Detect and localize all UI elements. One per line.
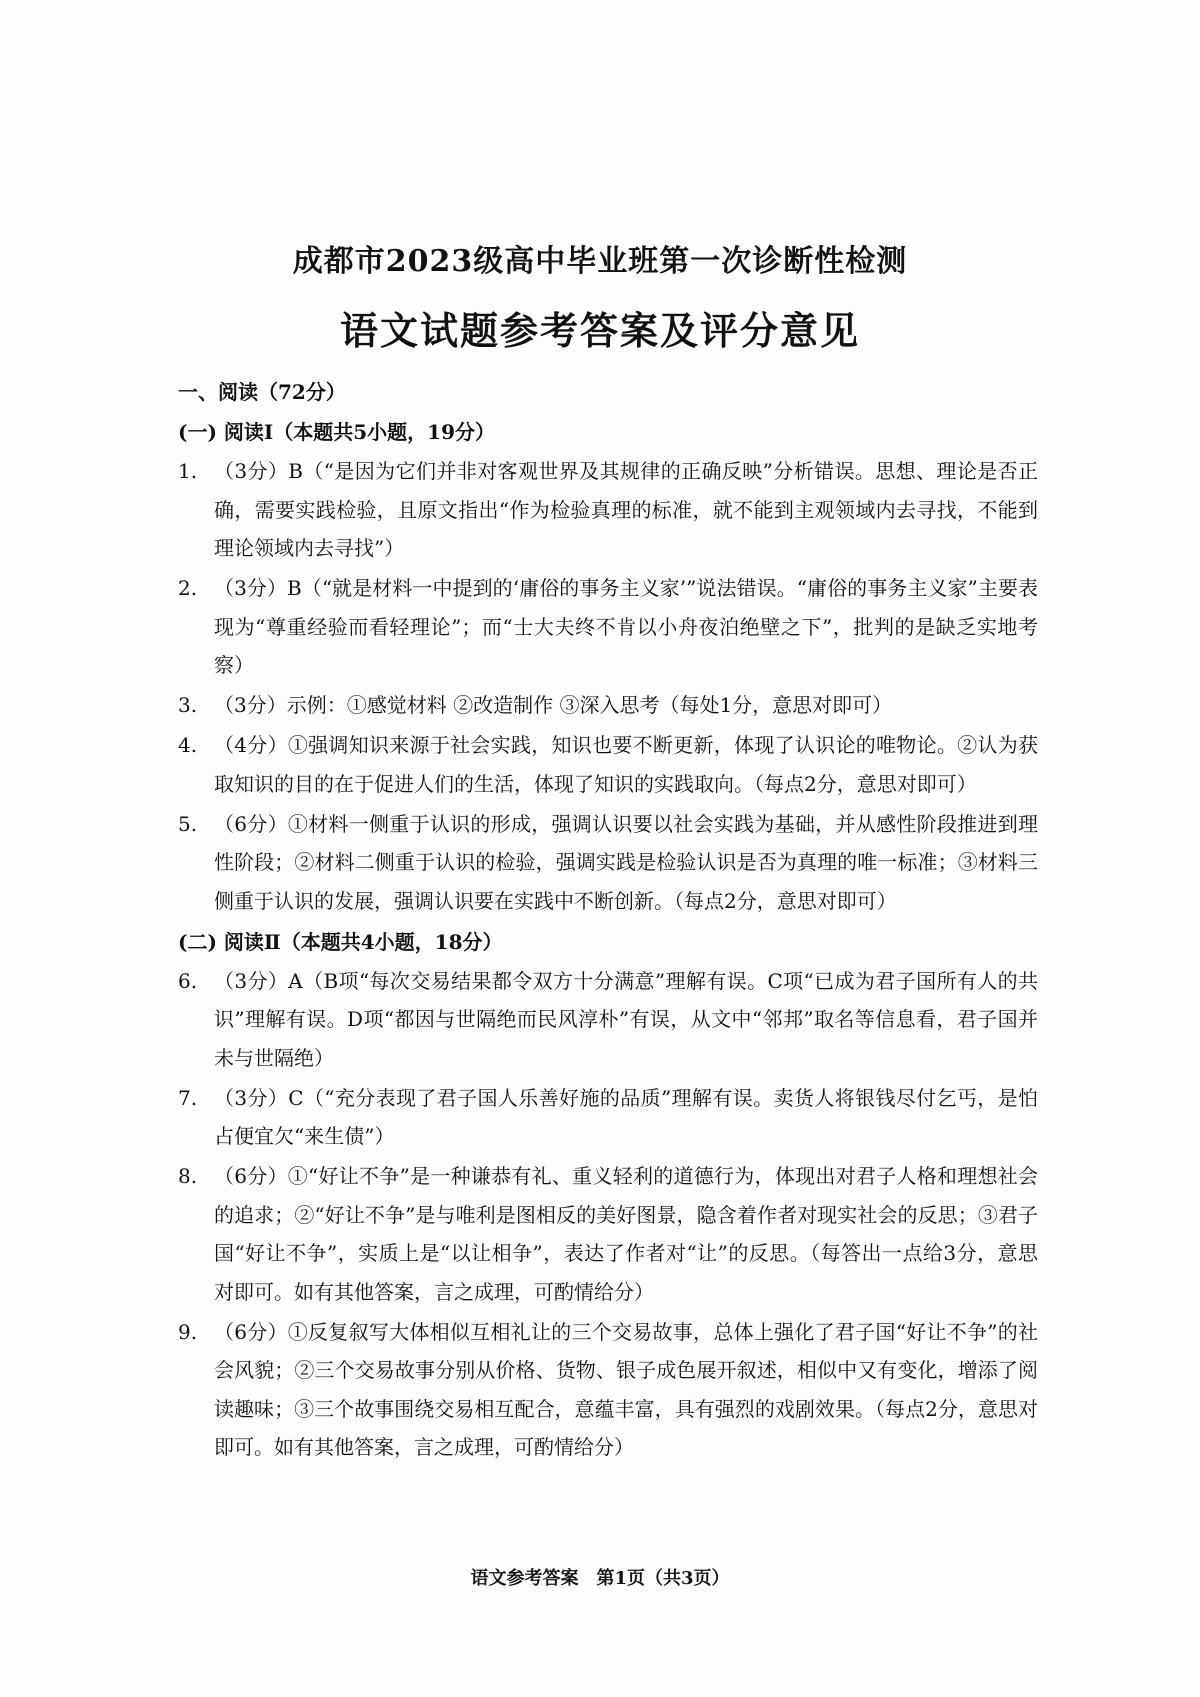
answer-number: 2.: [178, 576, 198, 600]
page-footer: 语文参考答案 第1页（共3页）: [470, 1568, 730, 1589]
answer-text: （3分）B（“是因为它们并非对客观世界及其规律的正确反映”分析错误。思想、理论是否正确，需要实践检验，且原文指出“作为检验真理的标准，就不能到主观领域内去寻找，不能到理论领域内去寻找”）: [214, 459, 1038, 560]
answer-text: （4分）①强调知识来源于社会实践，知识也要不断更新，体现了认识论的唯物论。②认为获取知识的目的在于促进人们的生活，体现了知识的实践取向。（每点2分，意思对即可）: [214, 733, 1038, 796]
subsection-heading-reading-2: (二) 阅读Ⅱ（本题共4小题，18分）: [178, 929, 503, 954]
answer-number: 6.: [178, 968, 198, 993]
subsection-heading-reading-1: (一) 阅读Ⅰ（本题共5小题，19分）: [178, 420, 495, 444]
answer-text: （3分）示例：①感觉材料 ②改造制作 ③深入思考（每处1分，意思对即可）: [214, 693, 893, 717]
answer-item-5: [178, 805, 1038, 921]
answer-item-2: [178, 569, 1038, 685]
answer-item-3: [178, 686, 1038, 725]
answer-item-8: [178, 1157, 1038, 1311]
answer-item-7: [178, 1079, 1038, 1156]
answer-text: （3分）C（“充分表现了君子国人乐善好施的品质”理解有误。卖货人将银钱尽付乞丐，是怕占便宜欠“来生债”）: [214, 1085, 1038, 1148]
answer-text: （6分）①反复叙写大体相似互相礼让的三个交易故事，总体上强化了君子国“好让不争”的社会风貌；②三个交易故事分别从价格、货物、银子成色展开叙述，相似中又有变化，增添了阅读趣味；③三个故事围绕交易相互配合，意蕴丰富，具有强烈的戏剧效果。（每点2分，意思对即可。如有其他答案，言之成理，可酌情给分）: [214, 1319, 1038, 1459]
answer-text: （3分）B（“就是材料一中提到的‘庸俗的事务主义家’”说法错误。“庸俗的事务主义家”主要表现为“尊重经验而看轻理论”；而“士大夫终不肯以小舟夜泊绝壁之下”，批判的是缺乏实地考察）: [214, 576, 1038, 677]
answer-number: 9.: [178, 1319, 198, 1344]
answer-number: 1.: [178, 459, 198, 483]
answer-number: 3.: [178, 693, 198, 717]
answer-item-4: [178, 726, 1038, 803]
answer-number: 7.: [178, 1085, 198, 1110]
answer-text: （3分）A（B项“每次交易结果都令双方十分满意”理解有误。C项“已成为君子国所有人的共识”理解有误。D项“都因与世隔绝而民风淳朴”有误，从文中“邻邦”取名等信息看，君子国并未与世隔绝）: [214, 968, 1038, 1070]
section-heading-reading: 一、阅读（72分）: [178, 380, 346, 404]
answer-text: （6分）①材料一侧重于认识的形成，强调认识要以社会实践为基础，并从感性阶段推进到理性阶段；②材料二侧重于认识的检验，强调实践是检验认识是否为真理的唯一标准；③材料三侧重于认识的发展，强调认识要在实践中不断创新。（每点2分，意思对即可）: [214, 811, 1038, 913]
document-subtitle: 语文试题参考答案及评分意见: [339, 308, 860, 353]
document-title: 成都市2023级高中毕业班第一次诊断性检测: [292, 244, 908, 279]
answer-item-1: [178, 452, 1038, 568]
answer-number: 4.: [178, 733, 198, 757]
answer-item-9: [178, 1313, 1038, 1467]
answer-text: （6分）①“好让不争”是一种谦恭有礼、重义轻利的道德行为，体现出对君子人格和理想社会的追求；②“好让不争”是与唯利是图相反的美好图景，隐含着作者对现实社会的反思；③君子国“好让不争”，实质上是“以让相争”，表达了作者对“让”的反思。（每答出一点给3分，意思对即可。如有其他答案，言之成理，可酌情给分）: [214, 1164, 1038, 1304]
answer-number: 8.: [178, 1164, 198, 1188]
answer-content: [178, 372, 1038, 1468]
answer-number: 5.: [178, 811, 198, 836]
answer-item-6: [178, 962, 1038, 1078]
